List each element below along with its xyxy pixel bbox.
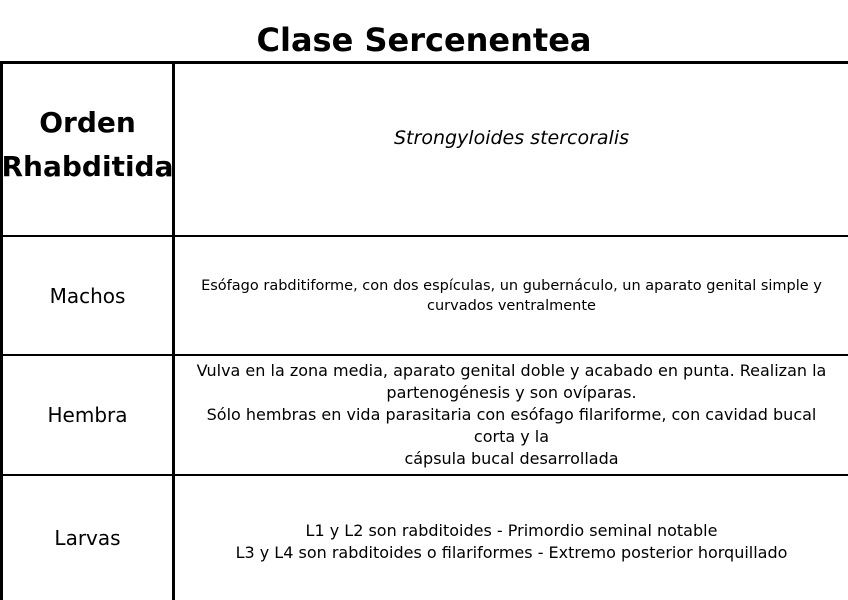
row-description	[187, 360, 836, 470]
table-header-row	[3, 64, 848, 237]
table-row	[3, 476, 848, 600]
classification-table	[0, 61, 848, 600]
description-line: L3 y L4 son rabditoides o filariformes - Extremo posterior horquillado	[235, 543, 788, 562]
table-row	[3, 356, 848, 476]
page-title: Clase Sercenentea	[256, 21, 592, 59]
row-label: Hembra	[47, 403, 128, 427]
order-name: Rhabditida	[1, 149, 174, 183]
row-label-cell	[3, 237, 175, 354]
species-name: Strongyloides stercoralis	[394, 126, 629, 149]
description-line: Sólo hembras en vida parasitaria con esófago filariforme, con cavidad bucal corta y la	[206, 405, 817, 446]
row-description-cell	[175, 476, 848, 600]
row-description-cell	[175, 356, 848, 474]
row-description-cell	[175, 237, 848, 354]
description-line: L1 y L2 son rabditoides - Primordio seminal notable	[305, 521, 718, 540]
description-line: cápsula bucal desarrollada	[404, 449, 619, 468]
species-cell	[175, 64, 848, 235]
description-line: Esófago rabditiforme, con dos espículas, un gubernáculo, un aparato genital simple y	[201, 277, 822, 294]
row-description	[201, 276, 822, 316]
order-label: Orden	[39, 105, 136, 139]
row-label: Larvas	[54, 526, 121, 550]
description-line: curvados ventralmente	[427, 297, 596, 314]
order-cell	[3, 64, 175, 235]
table-row	[3, 237, 848, 356]
row-label-cell	[3, 356, 175, 474]
row-label: Machos	[49, 283, 126, 308]
description-line: partenogénesis y son ovíparas.	[386, 383, 637, 402]
description-line: Vulva en la zona media, aparato genital doble y acabado en punta. Realizan la	[196, 361, 827, 380]
row-description	[236, 512, 788, 564]
row-label-cell	[3, 476, 175, 600]
